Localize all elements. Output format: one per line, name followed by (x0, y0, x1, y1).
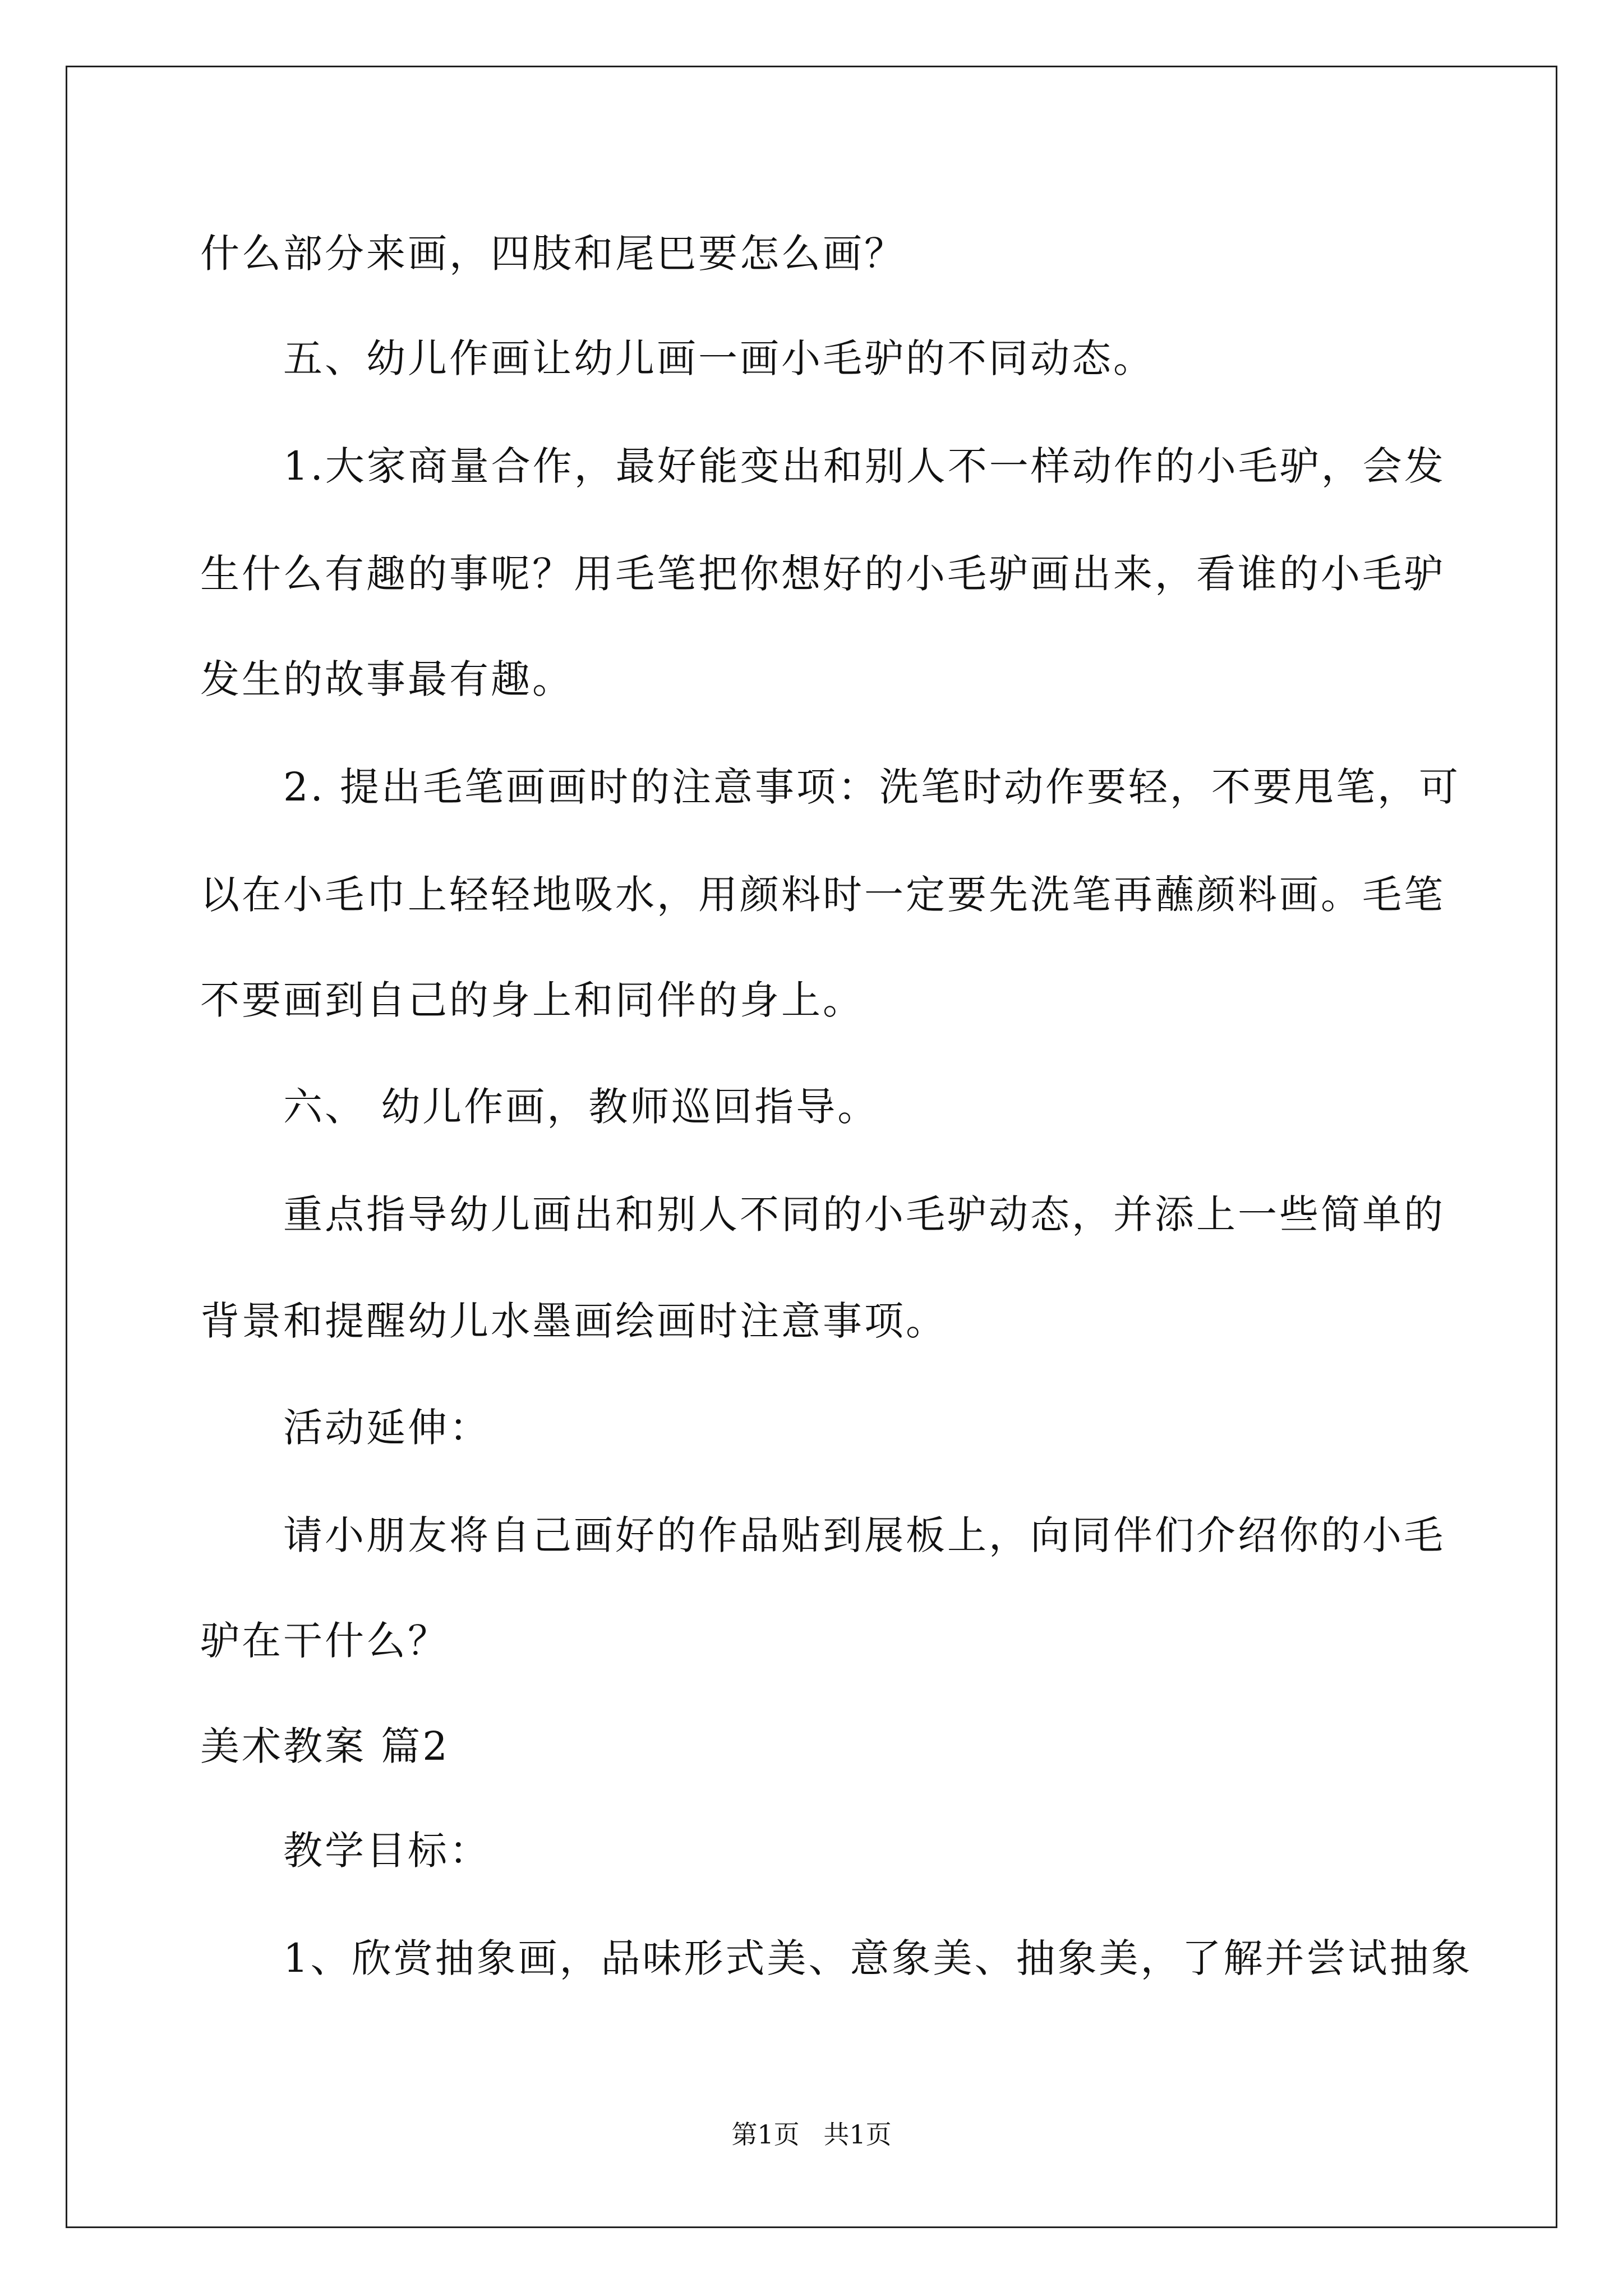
page-number: 第1页 (731, 2119, 800, 2150)
text-line: 五、幼儿作画让幼儿画一画小毛驴的不同动态。 (283, 335, 1155, 381)
text-line: 活动延伸： (283, 1405, 491, 1451)
section-heading: 美术教案 篇2 (200, 1723, 450, 1769)
text-line: 请小朋友将自己画好的作品贴到展板上，向同伴们介绍你的小毛 (283, 1512, 1445, 1558)
text-line: 1.大家商量合作，最好能变出和别人不一样动作的小毛驴，会发 (283, 443, 1446, 489)
text-line: 驴在干什么？ (200, 1618, 449, 1664)
text-line: 不要画到自己的身上和同伴的身上。 (200, 977, 864, 1023)
text-line: 发生的故事最有趣。 (200, 656, 574, 702)
text-line: 六、 幼儿作画，教师巡回指导。 (283, 1084, 879, 1130)
text-line: 生什么有趣的事呢？用毛笔把你想好的小毛驴画出来，看谁的小毛驴 (200, 551, 1445, 597)
page-total: 共1页 (823, 2119, 892, 2150)
text-line: 以在小毛巾上轻轻地吸水，用颜料时一定要先洗笔再蘸颜料画。毛笔 (200, 872, 1445, 918)
text-line: 什么部分来画，四肢和尾巴要怎么画？ (200, 231, 906, 277)
text-line: 2. 提出毛笔画画时的注意事项：洗笔时动作要轻，不要甩笔，可 (283, 764, 1461, 810)
text-line: 教学目标： (283, 1828, 491, 1874)
page-footer (0, 2118, 1623, 2151)
text-line: 背景和提醒幼儿水墨画绘画时注意事项。 (200, 1298, 947, 1344)
page-border (66, 66, 1557, 2228)
text-line: 1、欣赏抽象画，品味形式美、意象美、抽象美，了解并尝试抽象 (283, 1935, 1473, 1981)
text-line: 重点指导幼儿画出和别人不同的小毛驴动态，并添上一些简单的 (283, 1191, 1445, 1237)
